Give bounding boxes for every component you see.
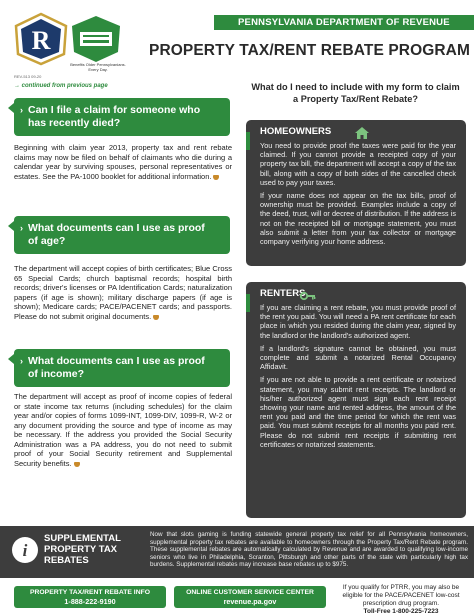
key-icon: [300, 291, 316, 301]
supplemental-text: Now that slots gaming is funding statewide general property tax relief for all Pennsylvania homeowners, supplemental property tax rebates are available to homeowners through the Property Tax/Rent Rebate program. These supplemental rebates are automatically calculated by Revenue and are awarded to qualifying low-income seniors who live in Philadelphia, Scranton, Pittsburgh and other parts of the state with particularly high tax burdens. Supplemental rebates may increase base rebates up to $975.: [150, 531, 468, 569]
arrow-icon: ›: [20, 223, 23, 233]
pace-tollfree: Toll-Free 1-800-225-7223: [363, 608, 439, 613]
bullet-end-icon: [213, 175, 219, 180]
continued-arrow-icon: →: [14, 83, 22, 89]
info-icon: i: [12, 537, 38, 563]
continued-text: continued from previous page: [21, 83, 108, 89]
question-text: Can I file a claim for someone who has recently died?: [28, 104, 201, 129]
answer-text: Beginning with claim year 2013, property tax and rent rebate claims may now be filed on behalf of claimants who die during a calendar year by surviving spouses, personal representatives or estates. See the PA-1000 booklet for additional information.: [14, 143, 232, 181]
answer-deceased: [14, 143, 232, 181]
question-proof-age: [14, 216, 230, 254]
supplemental-banner: [0, 526, 474, 578]
renters-paragraph-3: If you are not able to provide a rent certificate or notarized statement, you may submit rent receipts. The landlord or his/her authorized agent must sign each rent receipt showing your name and rented address, the amount of the rent you paid and the time period for which the rent was paid. You must submit receipts for all months you paid rent. Please do not submit rent receipts if submitting rent certificates or notarized statements.: [260, 375, 456, 449]
renters-paragraph-2: If a landlord's signature cannot be obtained, you must complete and submit a notarized Rental Occupancy Affidavit.: [260, 343, 456, 372]
question-text: What documents can I use as proof of income?: [28, 355, 205, 380]
homeowners-title: HOMEOWNERS: [260, 126, 332, 137]
bullet-end-icon: [74, 462, 80, 467]
right-heading: What do I need to include with my form to claim a Property Tax/Rent Rebate?: [251, 82, 460, 104]
pace-note: [336, 584, 466, 613]
renters-text: [260, 303, 456, 449]
rev-code: REV-513 09-20: [14, 74, 42, 79]
renters-title: RENTERS: [260, 288, 306, 299]
rebate-info-phone: 1-888-222-9190: [64, 597, 116, 606]
house-icon: [354, 126, 370, 140]
online-service-link[interactable]: [174, 586, 326, 608]
homeowners-box: [246, 120, 466, 266]
renters-box: [246, 282, 466, 518]
accent-bar: [246, 294, 250, 312]
bullet-end-icon: [153, 315, 159, 320]
lottery-logo-icon: [70, 14, 122, 66]
online-service-url: revenue.pa.gov: [223, 597, 277, 606]
question-deceased: [14, 98, 230, 136]
answer-proof-age: [14, 264, 232, 321]
homeowners-text: [260, 141, 456, 246]
supplemental-title: SUPPLEMENTAL PROPERTY TAX REBATES: [44, 533, 121, 566]
answer-proof-income: [14, 392, 232, 468]
question-proof-income: [14, 349, 230, 387]
arrow-icon: ›: [20, 105, 23, 115]
department-bar: PENNSYLVANIA DEPARTMENT OF REVENUE: [214, 15, 474, 30]
answer-text: The department will accept as proof of income copies of federal or state income tax returns (including schedules) for the claim year and/or copies of forms 1099-INT, 1099-DIV, 1099-R, W-2 or any document providing the source and type of income as may be necessary. If the address you provided the Social Security Administration was a PA address, you do not need to submit proof of your Social Security retirement and Supplemental Security benefits.: [14, 392, 232, 468]
question-text: What documents can I use as proof of age?: [28, 222, 205, 247]
logos: [14, 12, 126, 70]
online-service-label: ONLINE CUSTOMER SERVICE CENTER: [186, 589, 314, 596]
answer-text: The department will accept copies of birth certificates; Blue Cross 65 Special Cards; church baptismal records; hospital birth records; driver's licenses or PA Identification Cards; naturalization papers (if age is shown); military discharge papers (if age is shown); Medicare cards; PACE/PACENET cards; and passports. Please do not submit original documents.: [14, 264, 232, 321]
rebate-info-phone-button[interactable]: [14, 586, 166, 608]
renters-paragraph-1: If you are claiming a rent rebate, you must provide proof of the rent you paid. You will need a PA rent certificate for each place in which you resided during the claim year, signed by the landlord or the landlord's authorized agent.: [260, 303, 456, 340]
page-title: PROPERTY TAX/RENT REBATE PROGRAM: [149, 42, 470, 59]
homeowners-paragraph-1: You need to provide proof the taxes were paid for the year claimed. If you cannot provide a receipted copy of your property tax bill, the department will accept a copy of the tax bill, along with a copy of both sides of the cancelled check used to pay your taxes.: [260, 141, 456, 187]
pace-note-text: If you qualify for PTRR, you may also be eligible for the PACE/PACENET low-cost prescription drug program.: [342, 584, 460, 607]
logo-letter: R: [31, 26, 51, 55]
homeowners-paragraph-2: If your name does not appear on the tax bills, proof of ownership must be provided. Examples include a copy of the deed, trust, will or decree of distribution. If the address is not on the receipted bill or mortgage statement, you must also submit a letter from your tax collector or mortgage company verifying your home address.: [260, 191, 456, 247]
lottery-tagline: Benefits Older Pennsylvanians. Every Day.: [70, 62, 126, 72]
arrow-icon: ›: [20, 356, 23, 366]
rebate-info-label: PROPERTY TAX/RENT REBATE INFO: [29, 589, 151, 596]
page-header: [0, 0, 474, 89]
accent-bar: [246, 132, 250, 150]
revenue-logo-icon: [14, 12, 68, 66]
continued-note: [14, 83, 108, 89]
